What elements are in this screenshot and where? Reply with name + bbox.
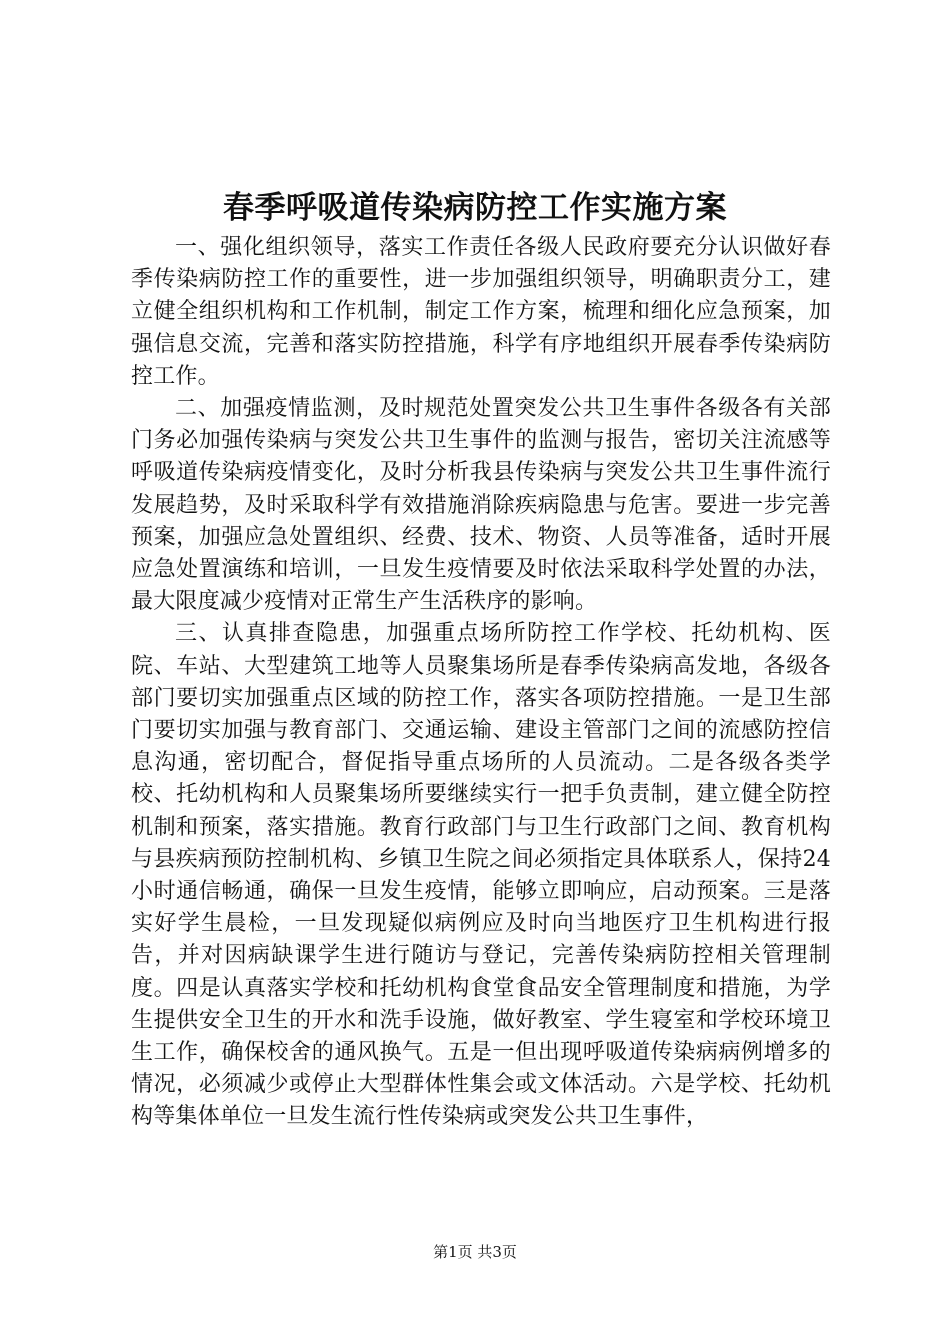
document-title: 春季呼吸道传染病防控工作实施方案 [223, 190, 727, 226]
paragraph-1: 一、强化组织领导，落实工作责任各级人民政府要充分认识做好春季传染病防控工作的重要性，进一步加强组织领导，明确职责分工，建立健全组织机构和工作机制，制定工作方案，梳理和细化应急预案，加强信息交流，完善和落实防控措施，科学有序地组织开展春季传染病防控工作。 [131, 235, 831, 389]
paragraph-2: 二、加强疫情监测，及时规范处置突发公共卫生事件各级各有关部门务必加强传染病与突发公共卫生事件的监测与报告，密切关注流感等呼吸道传染病疫情变化，及时分析我县传染病与突发公共卫生事件流行发展趋势，及时采取科学有效措施消除疾病隐患与危害。要进一步完善预案，加强应急处置组织、经费、技术、物资、人员等准备，适时开展应急处置演练和培训，一旦发生疫情要及时依法采取科学处置的办法，最大限度减少疫情对正常生产生活秩序的影响。 [131, 396, 831, 615]
document-body [131, 232, 831, 1134]
paragraph-3: 三、认真排查隐患，加强重点场所防控工作学校、托幼机构、医院、车站、大型建筑工地等人员聚集场所是春季传染病高发地，各级各部门要切实加强重点区域的防控工作，落实各项防控措施。一是卫生部门要切实加强与教育部门、交通运输、建设主管部门之间的流感防控信息沟通，密切配合，督促指导重点场所的人员流动。二是各级各类学校、托幼机构和人员聚集场所要继续实行一把手负责制，建立健全防控机制和预案，落实措施。教育行政部门与卫生行政部门之间、教育机构与县疾病预防控制机构、乡镇卫生院之间必须指定具体联系人，保持24小时通信畅通，确保一旦发生疫情，能够立即响应，启动预案。三是落实好学生晨检，一旦发现疑似病例应及时向当地医疗卫生机构进行报告，并对因病缺课学生进行随访与登记，完善传染病防控相关管理制度。四是认真落实学校和托幼机构食堂食品安全管理制度和措施，为学生提供安全卫生的开水和洗手设施，做好教室、学生寝室和学校环境卫生工作，确保校舍的通风换气。五是一但出现呼吸道传染病病例增多的情况，必须减少或停止大型群体性集会或文体活动。六是学校、托幼机构等集体单位一旦发生流行性传染病或突发公共卫生事件， [131, 621, 831, 1130]
page-number-total: 共3页 [477, 1243, 517, 1261]
page-number-current: 第1页 [433, 1243, 473, 1261]
page-footer [0, 1240, 950, 1264]
